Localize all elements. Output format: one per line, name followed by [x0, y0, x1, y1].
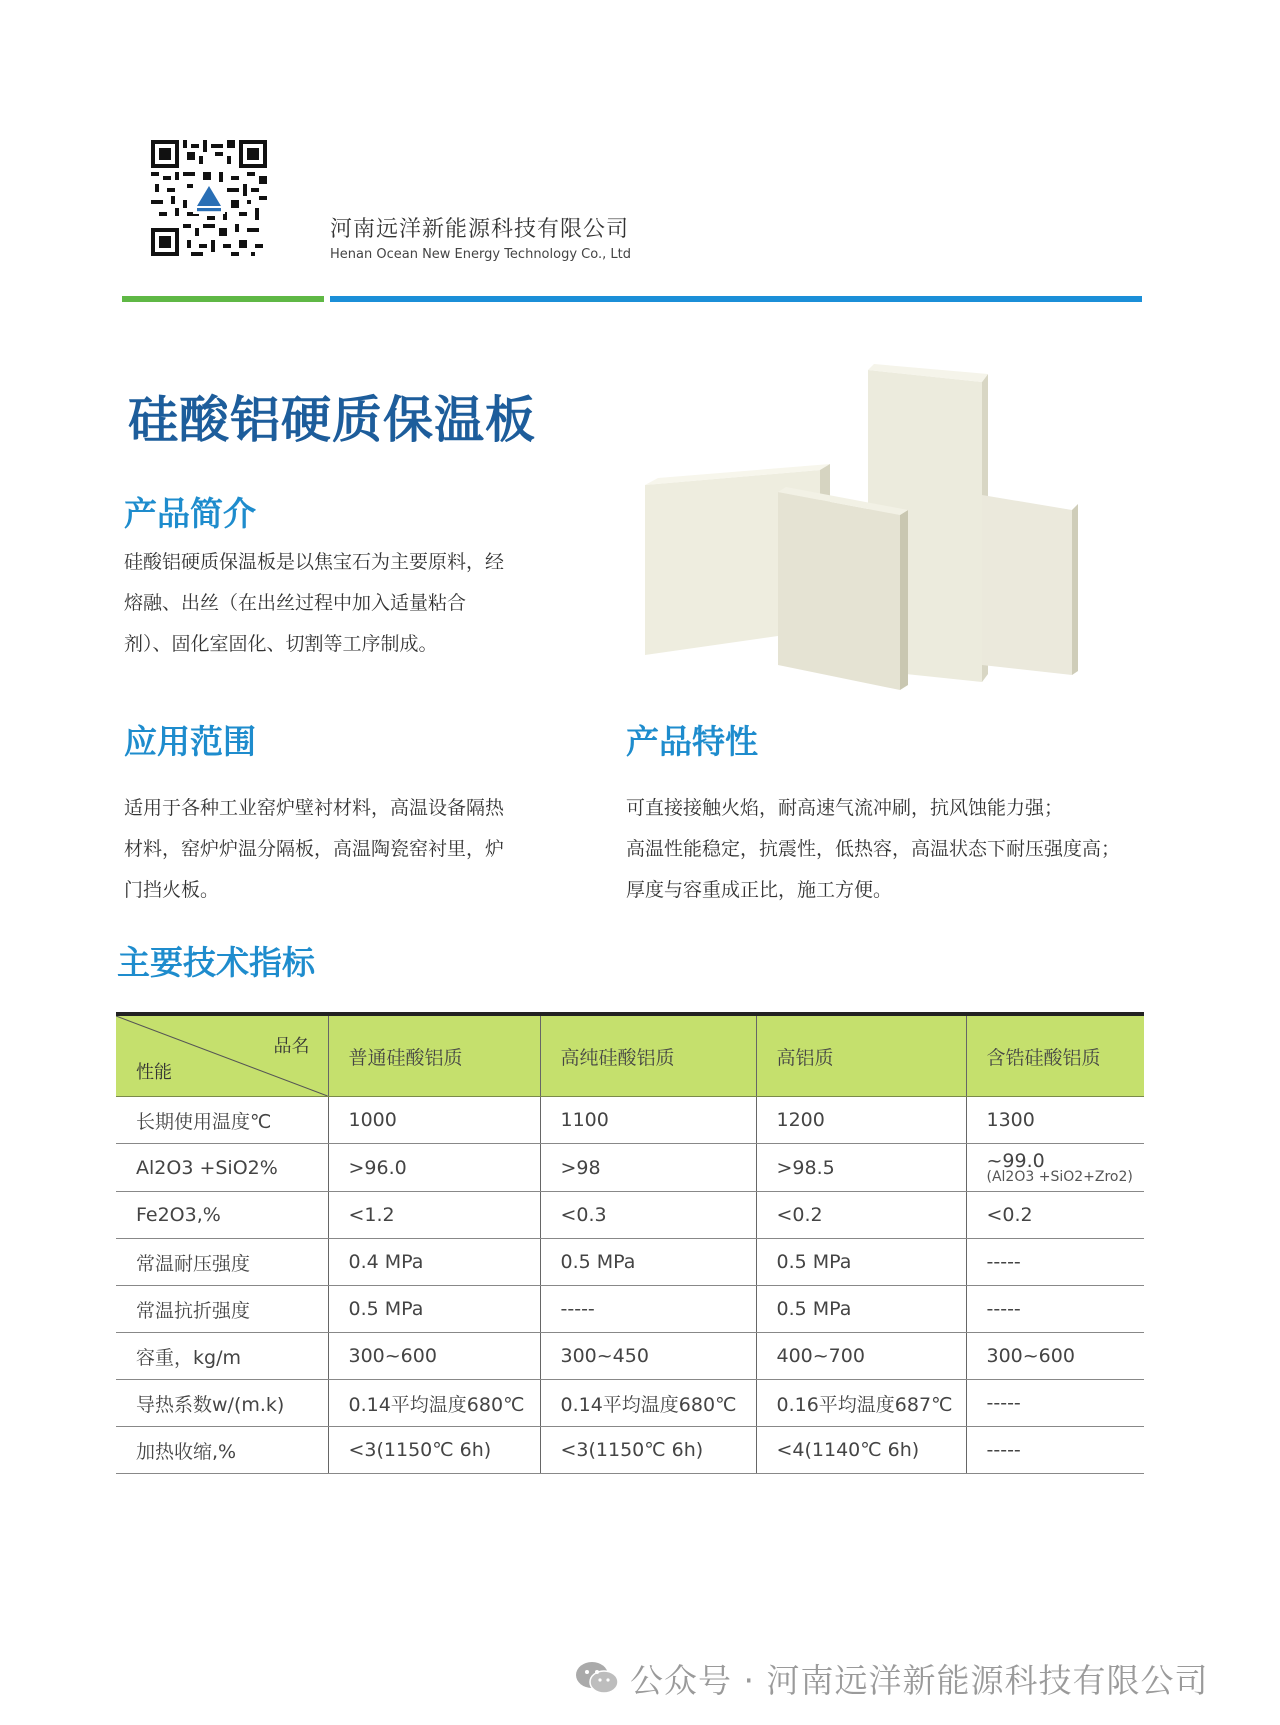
table-cell: <0.2	[966, 1192, 1144, 1239]
column-header: 含锆硅酸铝质	[966, 1014, 1144, 1097]
features-line: 可直接接触火焰，耐高速气流冲刷，抗风蚀能力强；	[626, 797, 1064, 819]
table-cell: 1300	[966, 1097, 1144, 1144]
features-line: 高温性能稳定，抗震性，低热容，高温状态下耐压强度高；	[626, 838, 1121, 860]
table-cell: 0.5 MPa	[328, 1286, 540, 1333]
table-cell: 300~600	[328, 1333, 540, 1380]
table-cell: 0.5 MPa	[540, 1239, 756, 1286]
table-row	[116, 1097, 1144, 1144]
intro-heading: 产品简介	[124, 494, 256, 533]
table-cell: -----	[966, 1380, 1144, 1427]
qr-code-icon	[151, 140, 267, 256]
row-label: 常温耐压强度	[116, 1239, 328, 1286]
table-cell: >98	[540, 1144, 756, 1192]
table-row	[116, 1427, 1144, 1474]
table-row	[116, 1144, 1144, 1192]
intro-text	[124, 542, 564, 665]
company-name-en: Henan Ocean New Energy Technology Co., Ltd	[330, 247, 631, 262]
table-cell: 0.14平均温度680℃	[328, 1380, 540, 1427]
product-image	[630, 360, 1090, 700]
row-label: Fe2O3,%	[116, 1192, 328, 1239]
table-corner-cell	[116, 1014, 328, 1097]
table-cell: <1.2	[328, 1192, 540, 1239]
page-title: 硅酸铝硬质保温板	[128, 391, 536, 449]
table-row	[116, 1192, 1144, 1239]
table-cell: 400~700	[756, 1333, 966, 1380]
application-line: 适用于各种工业窑炉壁衬材料，高温设备隔热	[124, 797, 505, 819]
intro-line: 熔融、出丝（在出丝过程中加入适量粘合	[124, 592, 467, 614]
table-cell: >96.0	[328, 1144, 540, 1192]
corner-label-property: 性能	[136, 1062, 172, 1083]
table-cell: 1000	[328, 1097, 540, 1144]
table-cell: <3(1150℃ 6h)	[328, 1427, 540, 1474]
column-header: 高纯硅酸铝质	[540, 1014, 756, 1097]
table-cell: <0.2	[756, 1192, 966, 1239]
features-text	[626, 788, 1166, 911]
corner-label-product: 品名	[273, 1036, 310, 1057]
features-line: 厚度与容重成正比，施工方便。	[626, 879, 893, 901]
table-cell: >98.5	[756, 1144, 966, 1192]
row-label: 导热系数w/(m.k)	[116, 1380, 328, 1427]
table-cell: 0.14平均温度680℃	[540, 1380, 756, 1427]
table-cell: 1100	[540, 1097, 756, 1144]
application-text	[124, 788, 564, 911]
table-cell: -----	[966, 1239, 1144, 1286]
table-cell: <3(1150℃ 6h)	[540, 1427, 756, 1474]
row-label: 容重，kg/m	[116, 1333, 328, 1380]
header-divider-green	[122, 296, 324, 302]
header-divider-blue	[330, 296, 1142, 302]
table-row	[116, 1286, 1144, 1333]
cell-value: ~99.0	[986, 1149, 1045, 1172]
table-cell: 300~600	[966, 1333, 1144, 1380]
row-label: 长期使用温度℃	[116, 1097, 328, 1144]
table-cell: -----	[540, 1286, 756, 1333]
table-cell: -----	[966, 1286, 1144, 1333]
specs-table	[116, 1012, 1144, 1474]
application-heading: 应用范围	[124, 722, 256, 761]
table-row	[116, 1239, 1144, 1286]
table-cell: 0.4 MPa	[328, 1239, 540, 1286]
table-cell: 0.5 MPa	[756, 1286, 966, 1333]
table-cell: 300~450	[540, 1333, 756, 1380]
cell-note: (Al2O3 +SiO2+Zro2)	[986, 1168, 1133, 1185]
table-cell: 1200	[756, 1097, 966, 1144]
company-name-cn: 河南远洋新能源科技有限公司	[330, 217, 630, 242]
row-label: 常温抗折强度	[116, 1286, 328, 1333]
features-heading: 产品特性	[626, 722, 758, 761]
column-header: 高铝质	[756, 1014, 966, 1097]
table-cell: <4(1140℃ 6h)	[756, 1427, 966, 1474]
application-line: 门挡火板。	[124, 879, 220, 901]
row-label: 加热收缩,%	[116, 1427, 328, 1474]
table-header-row	[116, 1014, 1144, 1097]
row-label: Al2O3 +SiO2%	[116, 1144, 328, 1192]
footer-account-text: 公众号 · 河南远洋新能源科技有限公司	[630, 1661, 1209, 1700]
table-cell: 0.16平均温度687℃	[756, 1380, 966, 1427]
intro-line: 剂）、固化室固化、切割等工序制成。	[124, 633, 438, 655]
wechat-icon	[575, 1660, 619, 1696]
table-cell: 0.5 MPa	[756, 1239, 966, 1286]
column-header: 普通硅酸铝质	[328, 1014, 540, 1097]
table-cell: <0.3	[540, 1192, 756, 1239]
table-cell: -----	[966, 1427, 1144, 1474]
application-line: 材料，窑炉炉温分隔板，高温陶瓷窑衬里，炉	[124, 838, 505, 860]
specs-heading: 主要技术指标	[117, 943, 315, 982]
table-row	[116, 1380, 1144, 1427]
intro-line: 硅酸铝硬质保温板是以焦宝石为主要原料，经	[124, 551, 505, 573]
table-row	[116, 1333, 1144, 1380]
table-cell	[966, 1144, 1144, 1192]
